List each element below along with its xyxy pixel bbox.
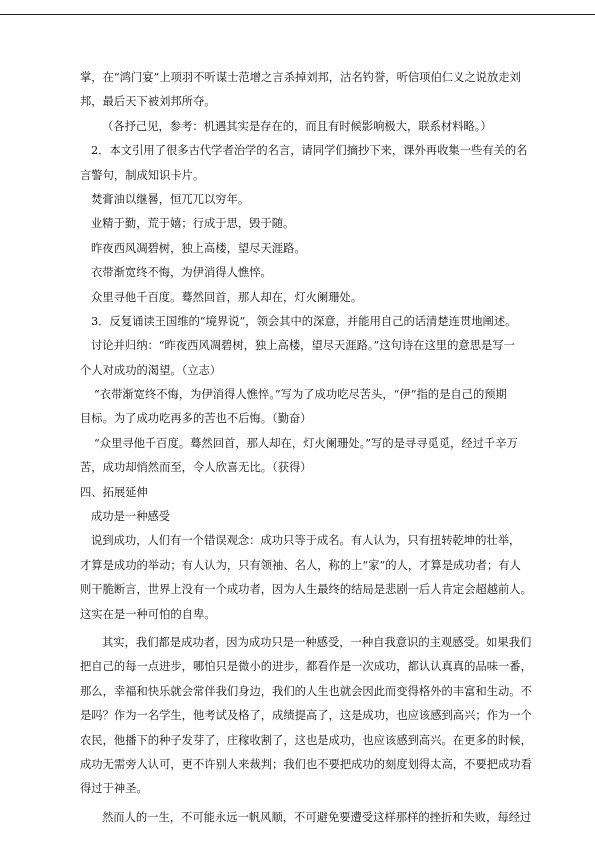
quote-line: 业精于勤，荒于嬉；行成于思，毁于随。 — [91, 217, 295, 231]
paragraph-line: 掌，在“鸿门宴”上项羽不听谋士范增之言杀掉刘邦，沽名钓誉，听信项伯仁义之说放走刘 — [80, 71, 521, 84]
paragraph-line: 则干脆断言，世界上没有一个成功者，因为人生最终的结局是悲剧一后人肯定会超越前人。 — [80, 583, 532, 597]
paragraph-line: 成功无需旁人认可，更不许别人来裁判；我们也不要把成功的刻度划得太高，不要把成功看 — [80, 757, 532, 771]
discussion-line: 讨论并归纳：“昨夜西风凋碧树，独上高楼，望尽天涯路。”这句诗在这里的意思是写一 — [91, 339, 515, 353]
paragraph-line: 其实，我们都是成功者，因为成功只是一种感受，一种自我意识的主观感受。如果我们 — [102, 635, 532, 649]
paragraph-line: 是吗？作为一名学生，他考试及格了，成绩提高了，这是成功，也应该感到高兴；作为一个 — [80, 709, 532, 723]
quote-line: 众里寻他千百度。蓦然回首，那人却在，灯火阑珊处。 — [91, 290, 363, 304]
discussion-line: “众里寻他千百度。蓦然回首，那人却在，灯火阑珊处。”写的是寻寻觅觅，经过千辛万 — [94, 436, 518, 450]
header-rule — [0, 14, 595, 15]
paragraph-line: 然而人的一生，不可能永远一帆风顺，不可避免要遭受这样那样的挫折和失败，每经过 — [102, 810, 532, 824]
quote-line: 焚膏油以继晷，恒兀兀以穷年。 — [91, 192, 250, 206]
paragraph-line: 个人对成功的渴望。（立志） — [80, 363, 222, 377]
question-3: 3．反复诵读王国维的“境界说”，领会其中的深意，并能用自己的话清楚连贯地阐述。 — [91, 314, 517, 328]
paragraph-line: 那么，幸福和快乐就会常伴我们身边，我们的人生也就会因此而变得格外的丰富和生动。不 — [80, 684, 532, 698]
paragraph-line: 邦，最后天下被刘邦所夺。 — [80, 95, 216, 109]
question-2: 2．本文引用了很多古代学者治学的名言，请同学们摘抄下来，课外再收集一些有关的名 — [91, 144, 528, 158]
paragraph-line: 言警句，制成知识卡片。 — [80, 168, 205, 182]
section-heading: 四、拓展延伸 — [80, 485, 148, 499]
paragraph-line: 得过于神圣。 — [80, 782, 148, 796]
quote-line: 衣带渐宽终不悔，为伊消得人憔悴。 — [91, 266, 272, 280]
document-page — [80, 66, 542, 830]
paragraph-line: 农民，他播下的种子发芽了，庄稼收割了，这也是成功，也应该感到高兴。在更多的时候， — [80, 733, 532, 747]
quote-line: 昨夜西风凋碧树，独上高楼，望尽天涯路。 — [91, 241, 306, 255]
paragraph-line: 才算是成功的举动；有人认为，只有领袖、名人，称的上“家”的人，才算是成功者；有人 — [80, 558, 521, 572]
paragraph-line: 目标。为了成功吃再多的苦也不后悔。（勤奋） — [80, 412, 312, 426]
paragraph-line: 说到成功，人们有一个错误观念：成功只等于成名。有人认为，只有扭转乾坤的壮举， — [91, 534, 521, 548]
discussion-line: “衣带渐宽终不悔，为伊消得人憔悴。”写为了成功吃尽苦头，“伊”指的是自己的预期 — [94, 388, 507, 402]
paragraph-line: 苦，成功却悄然而至，令人欣喜无比。（获得） — [80, 461, 312, 475]
paragraph-line: 把自己的每一点进步，哪怕只是微小的进步，都看作是一次成功，都认认真真的品味一番， — [80, 660, 532, 674]
paragraph-line: 这实在是一种可怕的自卑。 — [80, 607, 216, 621]
essay-title: 成功是一种感受 — [91, 510, 171, 524]
answer-note: （各抒己见，参考：机遇其实是存在的，而且有时候影响极大，联系材料略。） — [102, 119, 492, 133]
